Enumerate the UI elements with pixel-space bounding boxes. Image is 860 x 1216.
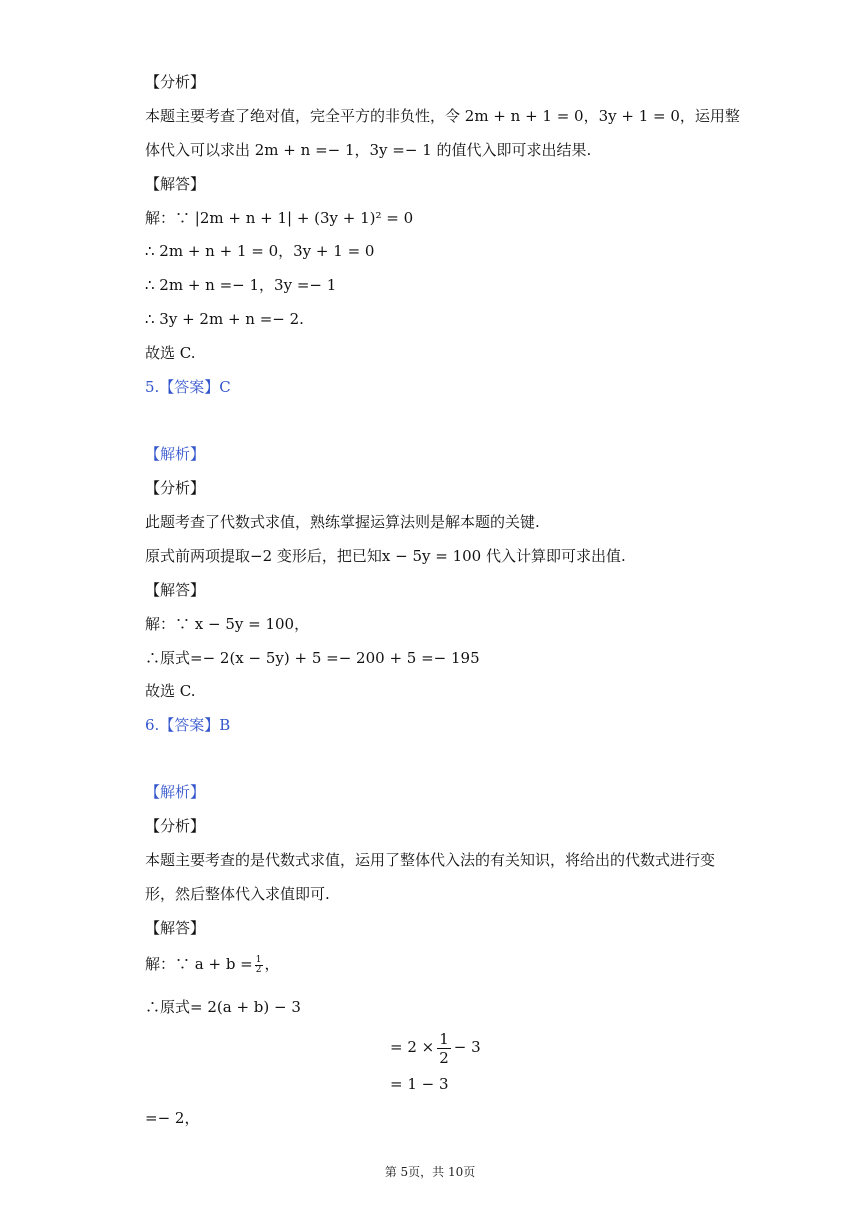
fraction-denominator: 2 — [439, 1048, 449, 1067]
fraction-numerator: 1 — [439, 1029, 449, 1048]
fraction-denominator: 2 — [255, 964, 262, 975]
q6-step-3 — [390, 1028, 481, 1067]
q6-step-2: ∴原式= 2(a + b) − 3 — [145, 998, 301, 1016]
q4-step-3: ∴ 2m + n =− 1，3y =− 1 — [145, 276, 337, 294]
q6-jiexi-label: 【解析】 — [145, 783, 206, 801]
q6-fenxi-text-2: 形，然后整体代入求值即可. — [145, 885, 330, 903]
q4-step-4: ∴ 3y + 2m + n =− 2. — [145, 310, 304, 328]
q6-step-1: 解：∵ a + b = $\frac{1}{2}$ ， — [145, 954, 280, 975]
q6-answer-line: 6.【答案】B — [145, 716, 231, 734]
fraction-numerator: 1 — [255, 954, 262, 965]
q4-fenxi-text-1: 本题主要考查了绝对值，完全平方的非负性，令 2m + n + 1 = 0，3y + 1 = 0，运用整 — [145, 107, 740, 125]
q5-fenxi-text-2: 原式前两项提取−2 变形后，把已知x − 5y = 100 代入计算即可求出值. — [145, 547, 626, 565]
q6-step-3-suffix: − 3 — [453, 1038, 481, 1056]
q5-conclusion: 故选 C. — [145, 682, 196, 700]
q5-step-2: ∴原式=− 2(x − 5y) + 5 =− 200 + 5 =− 195 — [145, 649, 480, 667]
q5-fenxi-label: 【分析】 — [145, 479, 206, 497]
q6-step-1-prefix: 解：∵ a + b = — [145, 955, 253, 973]
q5-fenxi-text-1: 此题考查了代数式求值，熟练掌握运算法则是解本题的关键. — [145, 513, 540, 531]
q6-fenxi-label: 【分析】 — [145, 817, 206, 835]
q6-step-1-fraction — [255, 956, 263, 975]
q6-step-5: =− 2， — [145, 1109, 200, 1127]
q6-step-4: = 1 − 3 — [390, 1075, 449, 1093]
q6-fenxi-text-1: 本题主要考查的是代数式求值，运用了整体代入法的有关知识，将给出的代数式进行变 — [145, 851, 716, 869]
q6-step-3-prefix: = 2 × — [390, 1038, 435, 1056]
q4-fenxi-text-2: 体代入可以求出 2m + n =− 1，3y =− 1 的值代入即可求出结果. — [145, 141, 592, 159]
q5-jiexi-label: 【解析】 — [145, 445, 206, 463]
q4-jieda-label: 【解答】 — [145, 175, 206, 193]
q4-fenxi-label: 【分析】 — [145, 73, 206, 91]
q4-step-2: ∴ 2m + n + 1 = 0，3y + 1 = 0 — [145, 242, 375, 260]
q5-step-1: 解：∵ x − 5y = 100， — [145, 615, 310, 633]
q5-answer-line: 5.【答案】C — [145, 378, 231, 396]
page-footer: 第 5页，共 10页 — [384, 1165, 476, 1179]
q6-step-3-fraction — [437, 1030, 451, 1067]
q6-jieda-label: 【解答】 — [145, 919, 206, 937]
q4-conclusion: 故选 C. — [145, 344, 196, 362]
q5-jieda-label: 【解答】 — [145, 581, 206, 599]
q4-step-1: 解：∵ |2m + n + 1| + (3y + 1)² = 0 — [145, 209, 414, 227]
